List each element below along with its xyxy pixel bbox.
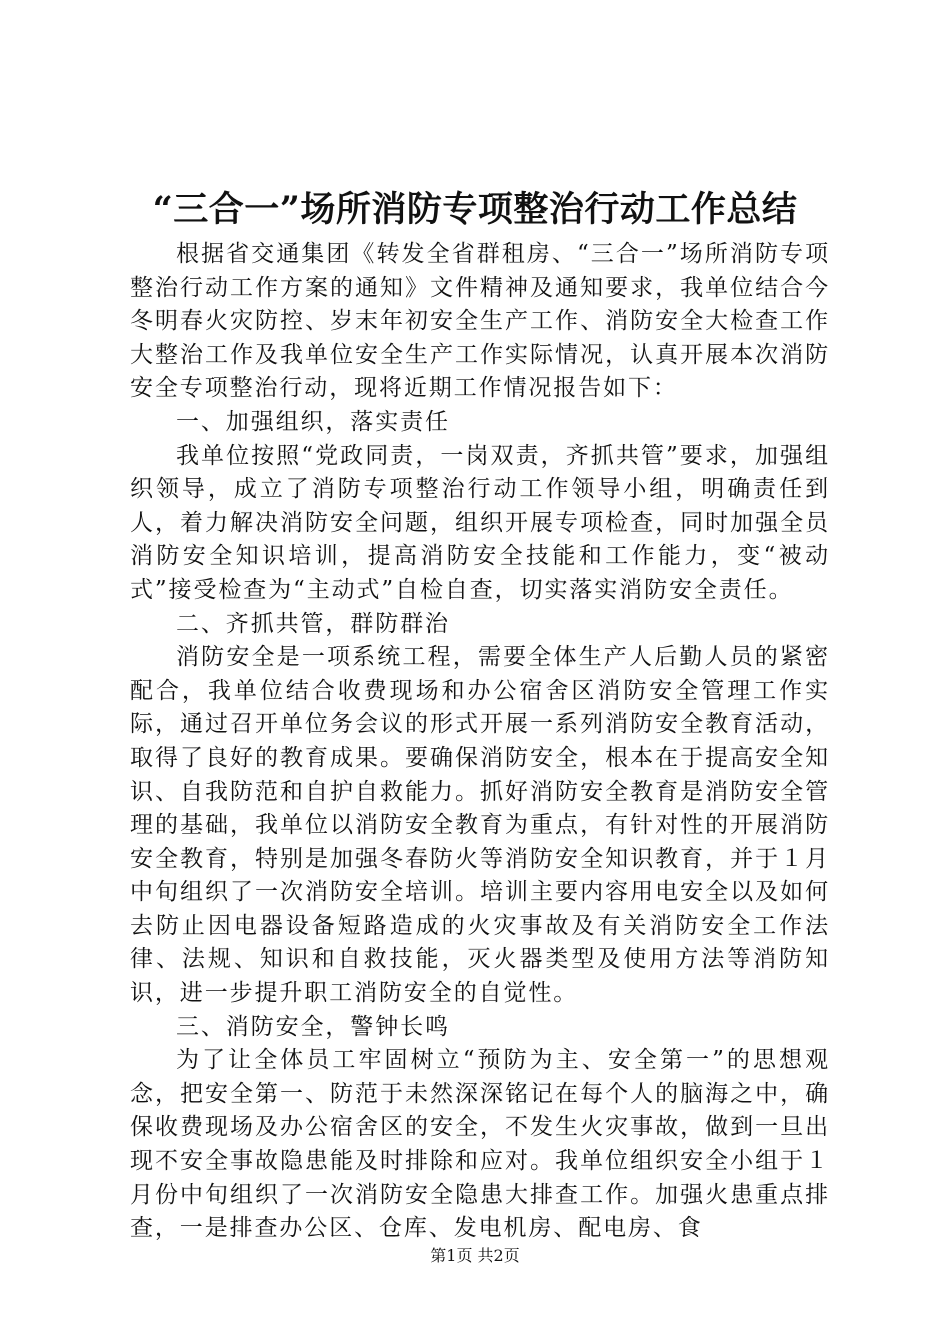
paragraph-section-3: 为了让全体员工牢固树立“预防为主、安全第一”的思想观念，把安全第一、防范于未然深深铭记在每个人的脑海之中，确保收费现场及办公宿舍区的安全，不发生火灾事故，做到一旦出现不安全事故隐患能及时排除和应对。我单位组织安全小组于１月份中旬组织了一次消防安全隐患大排查工作。加强火患重点排查，一是排查办公区、仓库、发电机房、配电房、食 (130, 1047, 830, 1242)
document-body (130, 238, 830, 1246)
section-heading-3: 三、消防安全，警钟长鸣 (176, 1013, 450, 1040)
section-heading-1: 一、加强组织，落实责任 (176, 408, 450, 435)
page-title: “三合一”场所消防专项整治行动工作总结 (152, 189, 798, 230)
paragraph-section-2: 消防安全是一项系统工程，需要全体生产人后勤人员的紧密配合，我单位结合收费现场和办公宿舍区消防安全管理工作实际，通过召开单位务会议的形式开展一系列消防安全教育活动，取得了良好的教育成果。要确保消防安全，根本在于提高安全知识、自我防范和自护自救能力。抓好消防安全教育是消防安全管理的基础，我单位以消防安全教育为重点，有针对性的开展消防安全教育，特别是加强冬春防火等消防安全知识教育，并于１月中旬组织了一次消防安全培训。培训主要内容用电安全以及如何去防止因电器设备短路造成的火灾事故及有关消防安全工作法律、法规、知识和自救技能，灭火器类型及使用方法等消防知识，进一步提升职工消防安全的自觉性。 (130, 644, 830, 1007)
paragraph-intro: 根据省交通集团《转发全省群租房、“三合一”场所消防专项整治行动工作方案的通知》文件精神及通知要求，我单位结合今冬明春火灾防控、岁末年初安全生产工作、消防安全大检查工作大整治工作及我单位安全生产工作实际情况，认真开展本次消防安全专项整治行动，现将近期工作情况报告如下： (130, 241, 830, 402)
page-footer: 第1页 共2页 (430, 1246, 520, 1265)
paragraph-section-1: 我单位按照“党政同责，一岗双责，齐抓共管”要求，加强组织领导，成立了消防专项整治行动工作领导小组，明确责任到人，着力解决消防安全问题，组织开展专项检查，同时加强全员消防安全知识培训，提高消防安全技能和工作能力，变“被动式”接受检查为“主动式”自检自查，切实落实消防安全责任。 (130, 442, 830, 603)
section-heading-2: 二、齐抓共管，群防群治 (176, 610, 450, 637)
